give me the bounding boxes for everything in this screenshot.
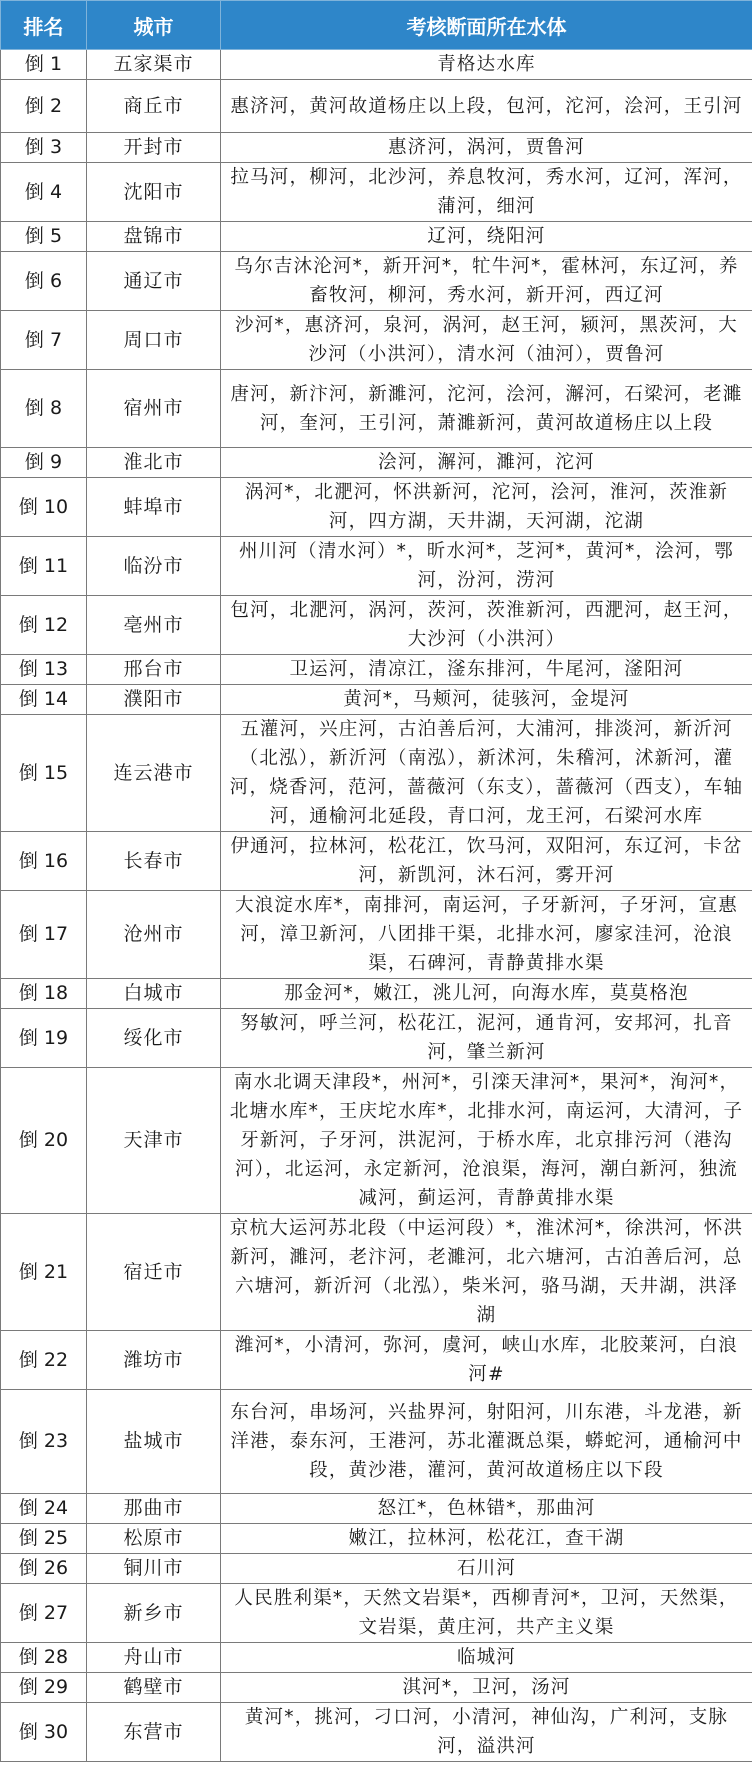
rank-cell: 倒 20 <box>1 1068 87 1214</box>
table-row <box>1 222 752 252</box>
header-water-bodies: 考核断面所在水体 <box>221 1 752 50</box>
water-bodies-cell: 包河，北淝河，涡河，茨河，茨淮新河，西淝河，赵王河，大沙河（小洪河） <box>221 596 752 655</box>
city-cell: 沧州市 <box>87 891 221 979</box>
water-bodies-cell: 南水北调天津段*，州河*，引滦天津河*，果河*，洵河*，北塘水库*，王庆坨水库*，北排水河，南运河，大清河，子牙新河，子牙河，洪泥河，于桥水库，北京排污河（港沟河），北运河，永定新河，沧浪渠，海河，潮白新河，独流减河，蓟运河，青静黄排水渠 <box>221 1068 752 1214</box>
table-row <box>1 891 752 979</box>
water-bodies-cell: 黄河*，挑河，刁口河，小清河，神仙沟，广利河，支脉河，溢洪河 <box>221 1703 752 1762</box>
water-bodies-cell: 浍河，澥河，濉河，沱河 <box>221 448 752 478</box>
table-row <box>1 1494 752 1524</box>
city-cell: 宿州市 <box>87 370 221 448</box>
city-cell: 绥化市 <box>87 1009 221 1068</box>
water-bodies-cell: 努敏河，呼兰河，松花江，泥河，通肯河，安邦河，扎音河，肇兰新河 <box>221 1009 752 1068</box>
table-row <box>1 50 752 80</box>
rank-cell: 倒 15 <box>1 715 87 832</box>
rank-cell: 倒 18 <box>1 979 87 1009</box>
rank-cell: 倒 5 <box>1 222 87 252</box>
city-cell: 舟山市 <box>87 1643 221 1673</box>
rank-cell: 倒 9 <box>1 448 87 478</box>
table-row <box>1 1068 752 1214</box>
table-row <box>1 133 752 163</box>
water-bodies-cell: 青格达水库 <box>221 50 752 80</box>
table-header-row <box>1 1 752 50</box>
water-bodies-cell: 那金河*，嫩江，洮儿河，向海水库，莫莫格泡 <box>221 979 752 1009</box>
city-cell: 鹤壁市 <box>87 1673 221 1703</box>
city-cell: 沈阳市 <box>87 163 221 222</box>
water-bodies-cell: 卫运河，清凉江，滏东排河，牛尾河，滏阳河 <box>221 655 752 685</box>
water-bodies-cell: 唐河，新汴河，新濉河，沱河，浍河，澥河，石梁河，老濉河，奎河，王引河，萧濉新河，黄河故道杨庄以上段 <box>221 370 752 448</box>
table-row <box>1 655 752 685</box>
rank-cell: 倒 30 <box>1 1703 87 1762</box>
city-cell: 那曲市 <box>87 1494 221 1524</box>
rank-cell: 倒 3 <box>1 133 87 163</box>
city-cell: 亳州市 <box>87 596 221 655</box>
table-row <box>1 832 752 891</box>
city-cell: 松原市 <box>87 1524 221 1554</box>
city-cell: 五家渠市 <box>87 50 221 80</box>
table-row <box>1 478 752 537</box>
water-bodies-cell: 临城河 <box>221 1643 752 1673</box>
water-bodies-cell: 惠济河，黄河故道杨庄以上段，包河，沱河，浍河，王引河 <box>221 80 752 133</box>
table-body <box>1 50 752 1762</box>
table-row <box>1 1703 752 1762</box>
water-bodies-cell: 淇河*，卫河，汤河 <box>221 1673 752 1703</box>
city-cell: 长春市 <box>87 832 221 891</box>
rank-cell: 倒 29 <box>1 1673 87 1703</box>
rank-cell: 倒 24 <box>1 1494 87 1524</box>
water-bodies-cell: 嫩江，拉林河，松花江，查干湖 <box>221 1524 752 1554</box>
rank-cell: 倒 16 <box>1 832 87 891</box>
water-bodies-cell: 东台河，串场河，兴盐界河，射阳河，川东港，斗龙港，新洋港，泰东河，王港河，苏北灌溉总渠，蟒蛇河，通榆河中段，黄沙港，灌河，黄河故道杨庄以下段 <box>221 1390 752 1494</box>
city-cell: 白城市 <box>87 979 221 1009</box>
rank-cell: 倒 8 <box>1 370 87 448</box>
table-row <box>1 311 752 370</box>
city-cell: 新乡市 <box>87 1584 221 1643</box>
rank-cell: 倒 10 <box>1 478 87 537</box>
city-cell: 盐城市 <box>87 1390 221 1494</box>
water-bodies-cell: 怒江*，色林错*，那曲河 <box>221 1494 752 1524</box>
table-row <box>1 1214 752 1331</box>
city-cell: 邢台市 <box>87 655 221 685</box>
rank-cell: 倒 17 <box>1 891 87 979</box>
rank-cell: 倒 21 <box>1 1214 87 1331</box>
table-row <box>1 715 752 832</box>
water-bodies-cell: 惠济河，涡河，贾鲁河 <box>221 133 752 163</box>
water-bodies-cell: 黄河*，马颊河，徒骇河，金堤河 <box>221 685 752 715</box>
rank-cell: 倒 25 <box>1 1524 87 1554</box>
city-cell: 周口市 <box>87 311 221 370</box>
city-cell: 商丘市 <box>87 80 221 133</box>
rank-cell: 倒 28 <box>1 1643 87 1673</box>
water-bodies-cell: 辽河，绕阳河 <box>221 222 752 252</box>
rank-cell: 倒 26 <box>1 1554 87 1584</box>
header-rank: 排名 <box>1 1 87 50</box>
water-bodies-cell: 伊通河，拉林河，松花江，饮马河，双阳河，东辽河，卡岔河，新凯河，沐石河，雾开河 <box>221 832 752 891</box>
city-cell: 潍坊市 <box>87 1331 221 1390</box>
city-cell: 东营市 <box>87 1703 221 1762</box>
table-row <box>1 979 752 1009</box>
city-cell: 蚌埠市 <box>87 478 221 537</box>
city-cell: 临汾市 <box>87 537 221 596</box>
city-cell: 天津市 <box>87 1068 221 1214</box>
rank-cell: 倒 27 <box>1 1584 87 1643</box>
table-row <box>1 163 752 222</box>
rank-cell: 倒 12 <box>1 596 87 655</box>
table-row <box>1 1390 752 1494</box>
rank-cell: 倒 14 <box>1 685 87 715</box>
rank-cell: 倒 22 <box>1 1331 87 1390</box>
water-bodies-cell: 潍河*，小清河，弥河，虞河，峡山水库，北胶莱河，白浪河# <box>221 1331 752 1390</box>
table-row <box>1 1673 752 1703</box>
table-row <box>1 537 752 596</box>
rank-cell: 倒 6 <box>1 252 87 311</box>
rank-cell: 倒 1 <box>1 50 87 80</box>
city-cell: 淮北市 <box>87 448 221 478</box>
header-city: 城市 <box>87 1 221 50</box>
water-bodies-cell: 拉马河，柳河，北沙河，养息牧河，秀水河，辽河，浑河，蒲河，细河 <box>221 163 752 222</box>
rank-cell: 倒 11 <box>1 537 87 596</box>
rank-cell: 倒 4 <box>1 163 87 222</box>
water-bodies-cell: 涡河*，北淝河，怀洪新河，沱河，浍河，淮河，茨淮新河，四方湖，天井湖，天河湖，沱湖 <box>221 478 752 537</box>
city-cell: 盘锦市 <box>87 222 221 252</box>
water-bodies-cell: 沙河*，惠济河，泉河，涡河，赵王河，颍河，黑茨河，大沙河（小洪河），清水河（油河），贾鲁河 <box>221 311 752 370</box>
rank-cell: 倒 19 <box>1 1009 87 1068</box>
table-row <box>1 448 752 478</box>
table-row <box>1 370 752 448</box>
city-cell: 宿迁市 <box>87 1214 221 1331</box>
water-bodies-cell: 人民胜利渠*，天然文岩渠*，西柳青河*，卫河，天然渠，文岩渠，黄庄河，共产主义渠 <box>221 1584 752 1643</box>
water-bodies-cell: 大浪淀水库*，南排河，南运河，子牙新河，子牙河，宣惠河，漳卫新河，八团排干渠，北排水河，廖家洼河，沧浪渠，石碑河，青静黄排水渠 <box>221 891 752 979</box>
table-row <box>1 1584 752 1643</box>
water-bodies-cell: 五灌河，兴庄河，古泊善后河，大浦河，排淡河，新沂河（北泓），新沂河（南泓），新沭河，朱稽河，沭新河，灌河，烧香河，范河，蔷薇河（东支），蔷薇河（西支），车轴河，通榆河北延段，青口河，龙王河，石梁河水库 <box>221 715 752 832</box>
rank-cell: 倒 2 <box>1 80 87 133</box>
table-row <box>1 1554 752 1584</box>
table-row <box>1 1009 752 1068</box>
table-row <box>1 1643 752 1673</box>
city-cell: 通辽市 <box>87 252 221 311</box>
rank-cell: 倒 23 <box>1 1390 87 1494</box>
table-row <box>1 685 752 715</box>
table-row <box>1 596 752 655</box>
rank-cell: 倒 7 <box>1 311 87 370</box>
city-cell: 开封市 <box>87 133 221 163</box>
table-row <box>1 252 752 311</box>
water-bodies-cell: 京杭大运河苏北段（中运河段）*，淮沭河*，徐洪河，怀洪新河，濉河，老汴河，老濉河，北六塘河，古泊善后河，总六塘河，新沂河（北泓），柴米河，骆马湖，天井湖，洪泽湖 <box>221 1214 752 1331</box>
water-bodies-cell: 州川河（清水河）*，昕水河*，芝河*，黄河*，浍河，鄂河，汾河，涝河 <box>221 537 752 596</box>
city-cell: 铜川市 <box>87 1554 221 1584</box>
city-cell: 连云港市 <box>87 715 221 832</box>
water-bodies-cell: 石川河 <box>221 1554 752 1584</box>
table-row <box>1 80 752 133</box>
rank-cell: 倒 13 <box>1 655 87 685</box>
city-cell: 濮阳市 <box>87 685 221 715</box>
water-bodies-cell: 乌尔吉沐沦河*，新开河*，牤牛河*，霍林河，东辽河，养畜牧河，柳河，秀水河，新开河，西辽河 <box>221 252 752 311</box>
table-row <box>1 1331 752 1390</box>
table-row <box>1 1524 752 1554</box>
